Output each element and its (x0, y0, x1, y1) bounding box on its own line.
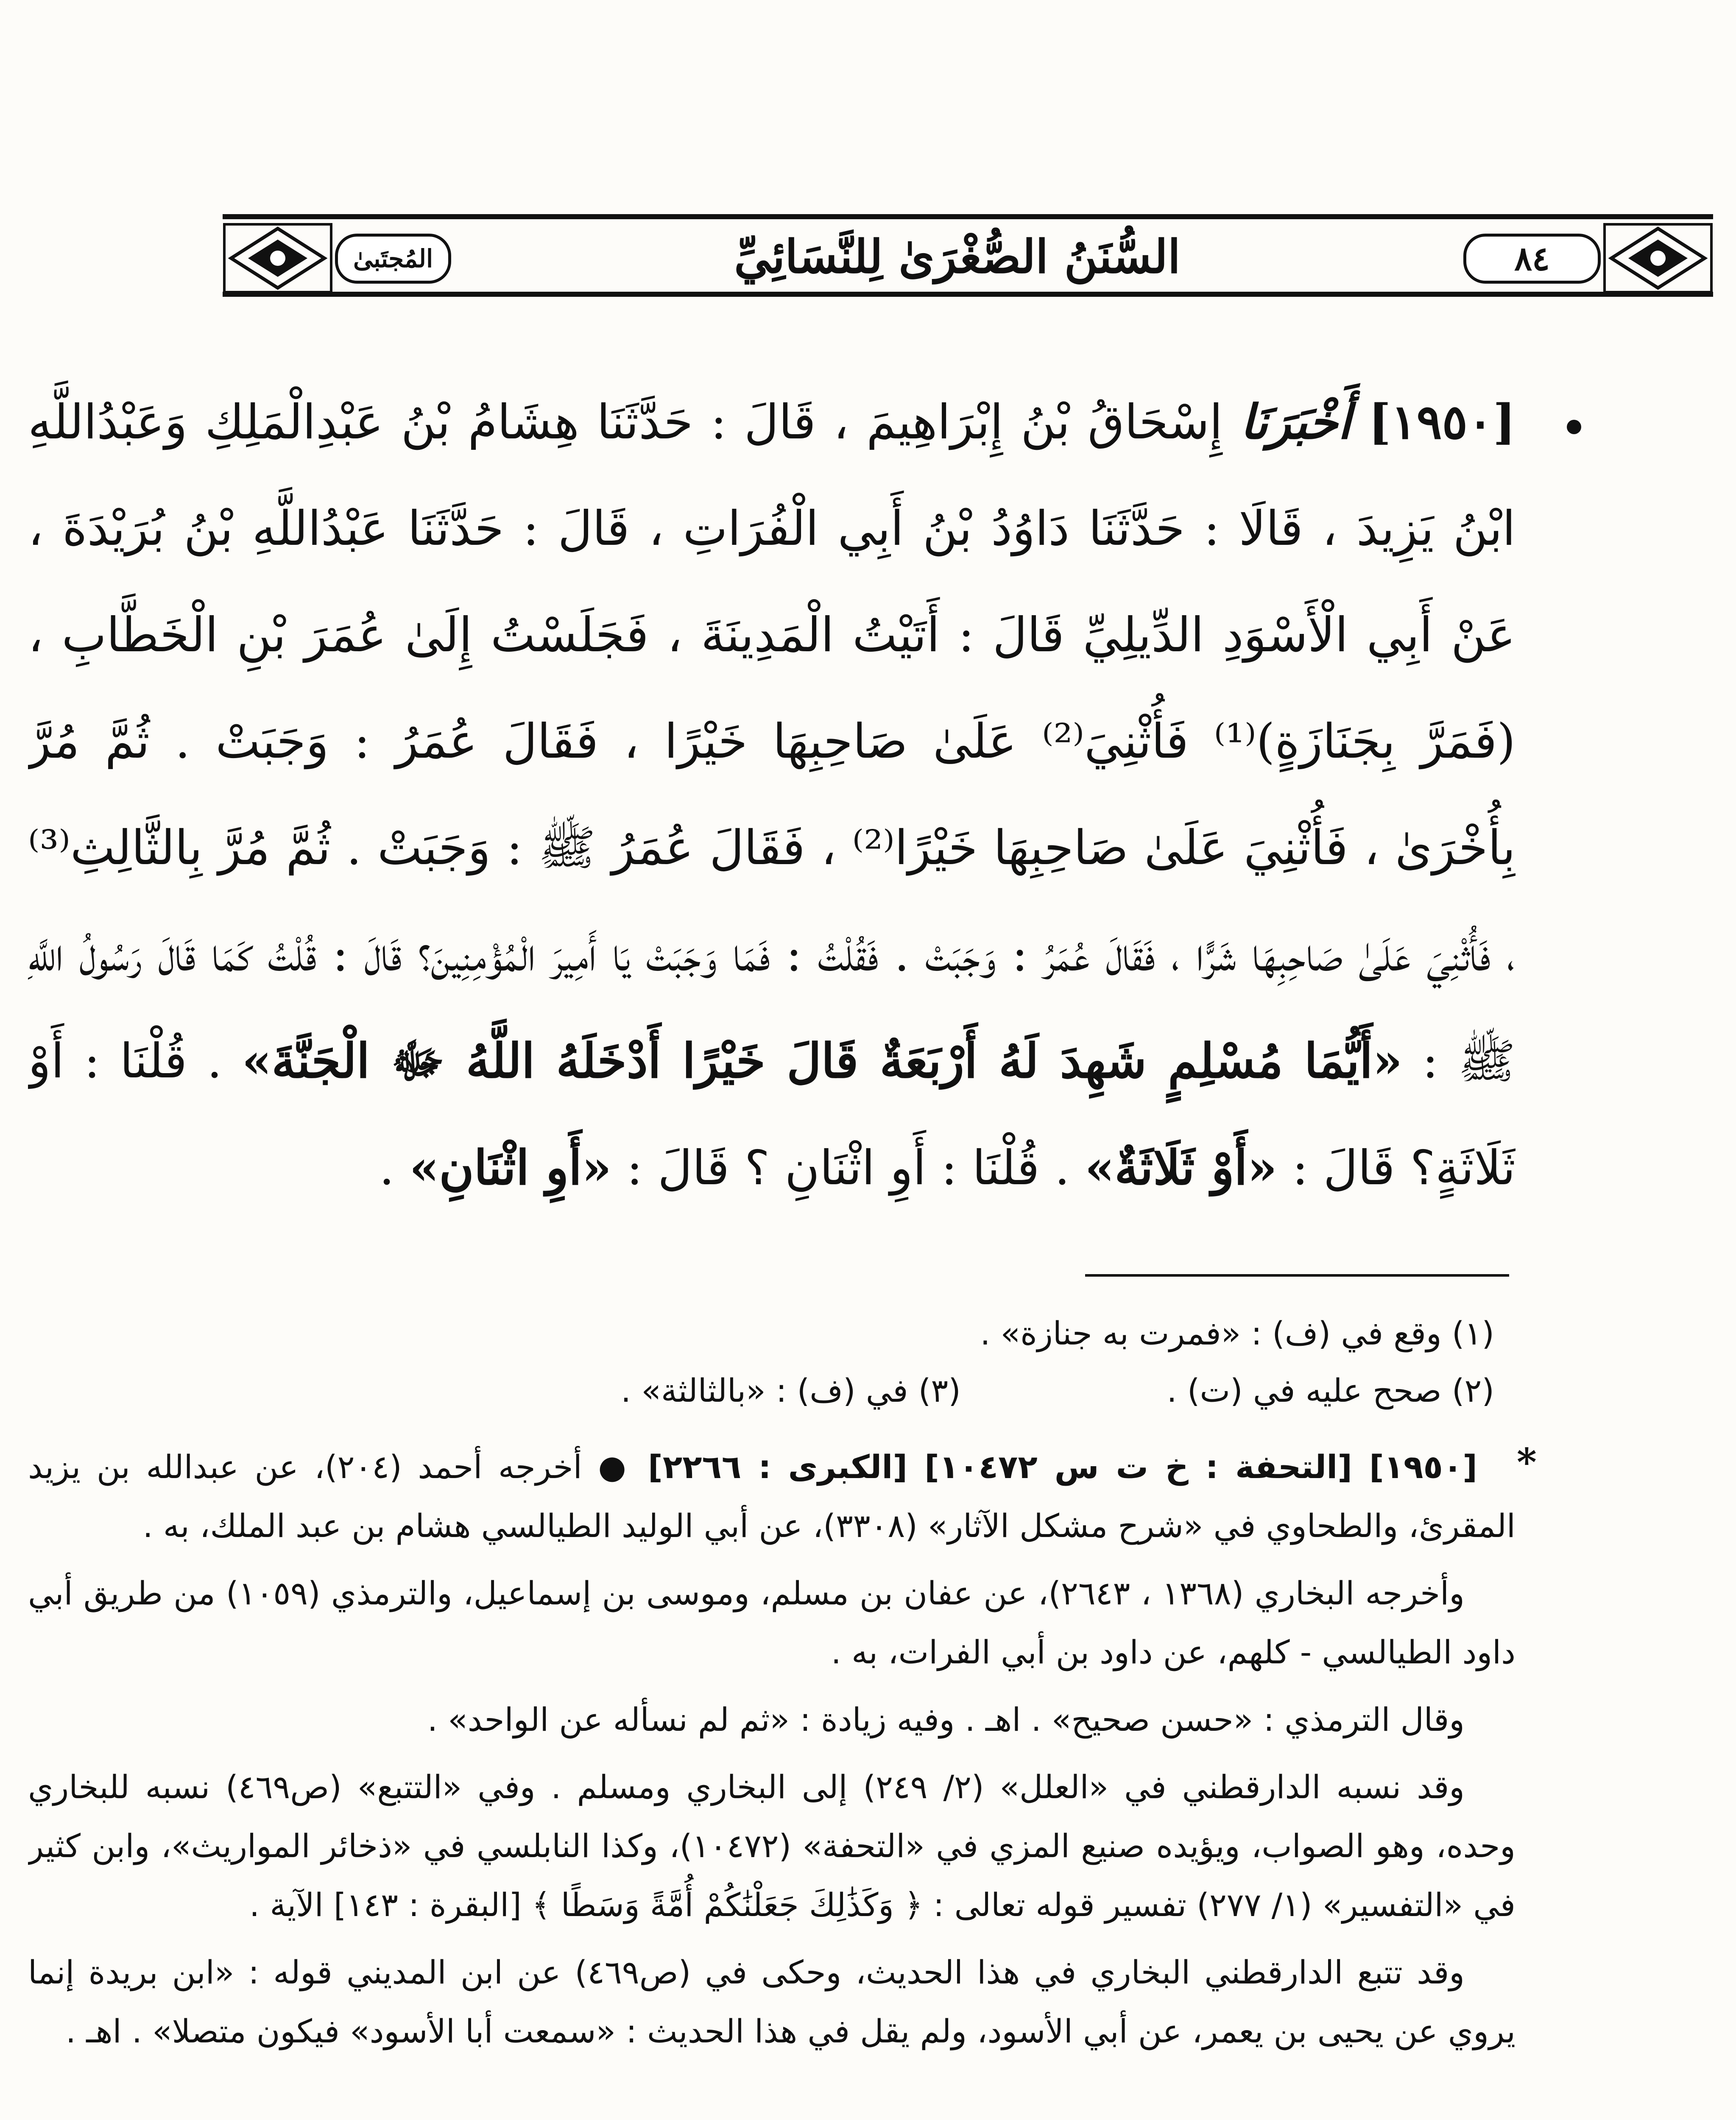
book-title: السُّنَنُ الصُّغْرَىٰ لِلنَّسَائِيِّ (734, 230, 1181, 284)
commentary-refs: [١٩٥٠] [التحفة : خ ت س ١٠٤٧٢] [الكبرى : ٢٢٦٦] (648, 1448, 1477, 1486)
prophetic-quote-3: «أَوِ اثْنَانِ» (409, 1140, 612, 1196)
footnote-1 (95, 1308, 1494, 1359)
ornament-right (1603, 223, 1713, 294)
volume-label: المُجتَبىٰ (335, 234, 451, 284)
closing-period: . (379, 1141, 394, 1196)
dialogue-text-2: . قُلْنَا : أَوِ اثْنَانِ ؟ قَالَ : (626, 1141, 1070, 1196)
commentary-paragraph-4: وقد نسبه الدارقطني في «العلل» (٢/ ٢٤٩) إلى البخاري ومسلم . وفي «التتبع» (ص٤٦٩) نسبه للبخاري وحده، وهو الصواب، ويؤيده صنيع المزي في «التحفة» (١٠٤٧٢)، وكذا النابلسي في «ذخائر المواريث»، وابن كثير في «التفسير» (١/ ٢٧٧) تفسير قوله تعالى : ﴿ وَكَذَٰلِكَ جَعَلْنَٰكُمْ أُمَّةً وَسَطًا ﴾ [البقرة : ١٤٣] الآية . (28, 1768, 1516, 1924)
commentary-paragraph-2: وأخرجه البخاري (١٣٦٨ ، ٢٦٤٣)، عن عفان بن مسلم، وموسى بن إسماعيل، والترمذي (١٠٥٩) من طريق أبي داود الطيالسي - كلهم، عن داود بن أبي الفرات، به . (28, 1574, 1516, 1671)
page-number: ٨٤ (1463, 234, 1601, 284)
footnote-separator (1085, 1274, 1509, 1277)
hadith-bullet (1567, 420, 1581, 434)
hadith-number: [١٩٥٠] (1368, 394, 1516, 450)
footnote-2-3 (95, 1365, 1494, 1416)
commentary-star: * (1516, 1440, 1537, 1485)
commentary-paragraph-5: وقد تتبع الدارقطني البخاري في هذا الحديث، وحكى في (ص٤٦٩) عن ابن المديني قوله : «ابن بريدة إنما يروي عن يحيى بن يعمر، عن أبي الأسود، ولم يقل في هذا الحديث : «سمعت أبا الأسود» فيكون متصلا» . اهـ . (28, 1953, 1516, 2050)
dialogue-text: . قُلْنَا : أَوْ ثَلَاثَةٍ؟ قَالَ : (28, 1034, 1516, 1196)
commentary-paragraph-3: وقال الترمذي : «حسن صحيح» . اهـ . وفيه زيادة : «ثم لم نسأله عن الواحد» . (427, 1701, 1465, 1738)
isnad-text: إِسْحَاقُ بْنُ إِبْرَاهِيمَ ، قَالَ : حَدَّثَنَا هِشَامُ بْنُ عَبْدِالْمَلِكِ وَعَبْدُاللَّهِ ابْنُ يَزِيدَ ، قَالَا : حَدَّثَنَا دَاوُدُ بْنُ أَبِي الْفُرَاتِ ، قَالَ : حَدَّثَنَا عَبْدُاللَّهِ بْنُ بُرَيْدَةَ ، عَنْ أَبِي الْأَسْوَدِ الدِّيلِيِّ قَالَ : أَتَيْتُ الْمَدِينَةَ ، فَجَلَسْتُ إِلَىٰ عُمَرَ بْنِ الْخَطَّابِ ، (فَمَرَّ بِجَنَازَةٍ)⁽¹⁾ فَأُثْنِيَ⁽²⁾ عَلَىٰ صَاحِبِهَا خَيْرًا ، فَقَالَ عُمَرُ : وَجَبَتْ . ثُمَّ مُرَّ بِأُخْرَىٰ ، فَأُثْنِيَ عَلَىٰ صَاحِبِهَا خَيْرًا⁽²⁾ ، فَقَالَ عُمَرُ ﷺ : وَجَبَتْ . ثُمَّ مُرَّ بِالثَّالِثِ⁽³⁾ ، فَأُثْنِيَ عَلَىٰ صَاحِبِهَا شَرًّا ، فَقَالَ عُمَرُ : وَجَبَتْ . فَقُلْتُ : فَمَا وَجَبَتْ يَا أَمِيرَ الْمُؤْمِنِينَ؟ قَالَ : قُلْتُ كَمَا قَالَ رَسُولُ اللَّهِ ﷺ : (28, 395, 1516, 1089)
commentary-paragraph-1 (28, 1437, 1516, 1555)
hadith-text (28, 369, 1516, 1221)
footnote-1-text: (١) وقع في (ف) : «فمرت به جنازة» . (980, 1314, 1494, 1352)
transmission-verb: أَخْبَرَنَا (1240, 394, 1351, 450)
running-header (223, 214, 1713, 297)
footnote-3-text: (٣) في (ف) : «بالثالثة» . (621, 1372, 961, 1409)
footnote-2-text: (٢) صحح عليه في (ت) . (1167, 1372, 1494, 1409)
commentary (28, 1437, 1516, 2120)
commentary-p1-text: ● أخرجه أحمد (٢٠٤)، عن عبدالله بن يزيد المقرئ، والطحاوي في «شرح مشكل الآثار» (٣٣٠٨)، عن أبي الوليد الطيالسي هشام بن عبد الملك، به . (28, 1448, 1516, 1545)
ornament-left (223, 223, 333, 294)
prophetic-quote-2: «أَوْ ثَلَاثَةٌ» (1085, 1140, 1277, 1196)
prophetic-quote: «أَيُّمَا مُسْلِمٍ شَهِدَ لَهُ أَرْبَعَةٌ قَالَ خَيْرًا أَدْخَلَهُ اللَّهُ ﷻ الْجَنَّةَ» (242, 1033, 1403, 1089)
